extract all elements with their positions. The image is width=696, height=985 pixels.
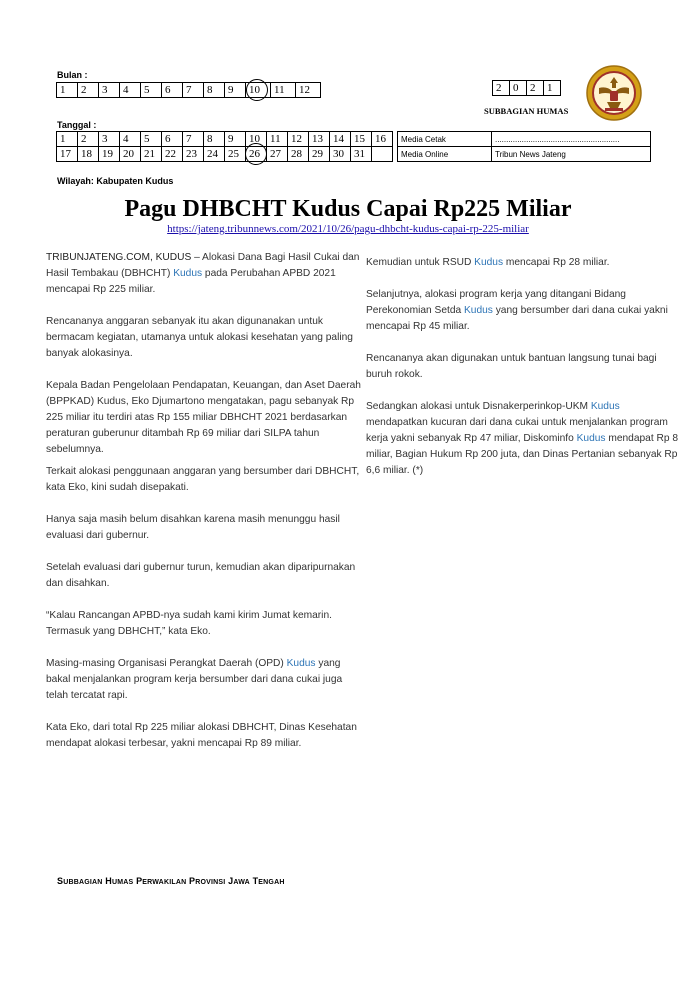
month-cell: 11 [271,83,296,98]
date-cell: 18 [78,147,99,162]
date-cell: 25 [225,147,246,162]
dateline: TRIBUNJATENG.COM, KUDUS [46,252,192,263]
keyword-link[interactable]: Kudus [173,268,203,279]
month-cell: 12 [296,83,321,98]
date-cell: 30 [330,147,351,162]
selected-date-circle [245,143,267,165]
media-cetak-value: ........................................................ [492,132,651,147]
date-cell: 2 [78,132,99,147]
month-cell: 6 [162,83,183,98]
date-cell: 24 [204,147,225,162]
keyword-link[interactable]: Kudus [576,433,606,444]
keyword-link[interactable]: Kudus [590,401,620,412]
date-cell-selected: 26 [246,147,267,162]
month-cell: 3 [99,83,120,98]
paragraph: Hanya saja masih belum disahkan karena masih menunggu hasil evaluasi dari gubernur. [46,514,340,541]
text: yang bakal menjalankan program kerja bersumber dari dana cukai juga telah tercatat rapi. [46,658,343,701]
text: Selanjutnya, alokasi program kerja yang ditangani Bidang Perekonomian Setda [366,289,626,316]
text: – Alokasi Dana Bagi Hasil Cukai dan Hasil Tembakau (DBHCHT) [46,252,360,279]
org-label: SUBBAGIAN HUMAS [484,106,569,116]
date-cell: 28 [288,147,309,162]
date-cell: 21 [141,147,162,162]
paragraph: Terkait alokasi penggunaan anggaran yang bersumber dari DBHCHT, kata Eko, kini sudah disepakati. [46,466,360,493]
date-cell: 13 [309,132,330,147]
year-digit: 2 [493,81,510,96]
media-online-value: Tribun News Jateng [492,147,651,162]
article-title: Pagu DHBCHT Kudus Capai Rp225 Miliar [124,196,572,222]
month-cell: 1 [57,83,78,98]
text: Kemudian untuk RSUD [366,257,475,268]
date-cell: 27 [267,147,288,162]
text: pada Perubahan APBD 2021 mencapai Rp 225 miliar. [46,268,336,295]
date-cell: 19 [99,147,120,162]
paragraph [46,250,364,298]
date-cell: 8 [204,132,225,147]
date-cell: 31 [351,147,372,162]
month-cell: 7 [183,83,204,98]
date-cell: 7 [183,132,204,147]
date-cell: 5 [141,132,162,147]
wilayah-label: Wilayah: Kabupaten Kudus [57,176,174,186]
text: mendapatkan kucuran dari dana cukai untuk menjalankan program kerja yakni sebanyak Rp 47 miliar, Diskominfo [366,417,668,444]
paragraph: Rencananya anggaran sebanyak itu akan digunanakan untuk bermacam kegiatan, utamanya untuk alokasi kesehatan yang paling banyak alokasinya. [46,316,353,359]
garuda-emblem-icon [585,64,643,122]
date-cell: 17 [57,147,78,162]
date-cell: 12 [288,132,309,147]
month-grid [56,82,321,98]
paragraph [366,255,682,271]
date-cell: 3 [99,132,120,147]
left-column-top [46,250,364,457]
date-cell: 16 [372,132,393,147]
year-grid [492,80,561,96]
text: yang bersumber dari dana cukai yakni mencapai Rp 45 miliar. [366,305,668,332]
media-online-label: Media Online [398,147,492,162]
date-cell: 1 [57,132,78,147]
month-cell-selected: 10 [246,83,271,98]
date-cell: 9 [225,132,246,147]
date-grid [56,131,393,162]
paragraph [366,399,682,479]
selected-month-circle [246,79,268,101]
paragraph: “Kalau Rancangan APBD-nya sudah kami kirim Jumat kemarin. Termasuk yang DBHCHT,” kata Eko. [46,610,332,637]
year-digit: 2 [527,81,544,96]
date-cell: 15 [351,132,372,147]
month-cell: 5 [141,83,162,98]
year-digit: 1 [544,81,561,96]
text: mendapat Rp 8 miliar, Bagian Hukum Rp 200 juta, dan Dinas Pertanian sebanyak Rp 6,6 miliar. (*) [366,433,679,476]
month-cell: 4 [120,83,141,98]
date-cell: 11 [267,132,288,147]
text: Sedangkan alokasi untuk Disnakerperinkop-UKM [366,401,591,412]
media-table [397,131,651,162]
date-cell [372,147,393,162]
date-cell: 4 [120,132,141,147]
date-cell: 23 [183,147,204,162]
article-url-link[interactable]: https://jateng.tribunnews.com/2021/10/26/pagu-dhbcht-kudus-capai-rp-225-miliar [167,223,529,235]
text: mencapai Rp 28 miliar. [503,257,610,268]
keyword-link[interactable]: Kudus [474,257,504,268]
text: Masing-masing Organisasi Perangkat Daerah (OPD) [46,658,287,669]
bulan-label: Bulan : [57,70,88,80]
date-cell: 29 [309,147,330,162]
paragraph: Kata Eko, dari total Rp 225 miliar alokasi DBHCHT, Dinas Kesehatan mendapat alokasi terbesar, yakni mencapai Rp 89 miliar. [46,722,357,749]
left-column-bottom [46,464,364,768]
footer-org-name: SUBBAGIAN HUMAS PERWAKILAN PROVINSI JAWA TENGAH [57,876,285,886]
month-cell: 2 [78,83,99,98]
keyword-link[interactable]: Kudus [286,658,316,669]
right-column [366,255,682,495]
paragraph [46,656,364,704]
keyword-link[interactable]: Kudus [463,305,493,316]
month-cell: 8 [204,83,225,98]
month-cell: 9 [225,83,246,98]
year-digit: 0 [510,81,527,96]
media-cetak-label: Media Cetak [398,132,492,147]
paragraph: Kepala Badan Pengelolaan Pendapatan, Keuangan, dan Aset Daerah (BPPKAD) Kudus, Eko Djumartono mengatakan, pagu sebanyak Rp 225 miliar itu terdiri atas Rp 155 miliar DBHCHT 2021 berdasarkan peraturan guberunur ditambah Rp 69 miliar dari SILPA tahun sebelumnya. [46,380,361,455]
date-cell: 14 [330,132,351,147]
paragraph: Setelah evaluasi dari gubernur turun, kemudian akan diparipurnakan dan disahkan. [46,562,356,589]
paragraph: Rencananya akan digunakan untuk bantuan langsung tunai bagi buruh rokok. [366,353,657,380]
paragraph [366,287,682,335]
date-cell: 10 [246,132,267,147]
date-cell: 20 [120,147,141,162]
date-cell: 6 [162,132,183,147]
tanggal-label: Tanggal : [57,120,97,130]
date-cell: 22 [162,147,183,162]
